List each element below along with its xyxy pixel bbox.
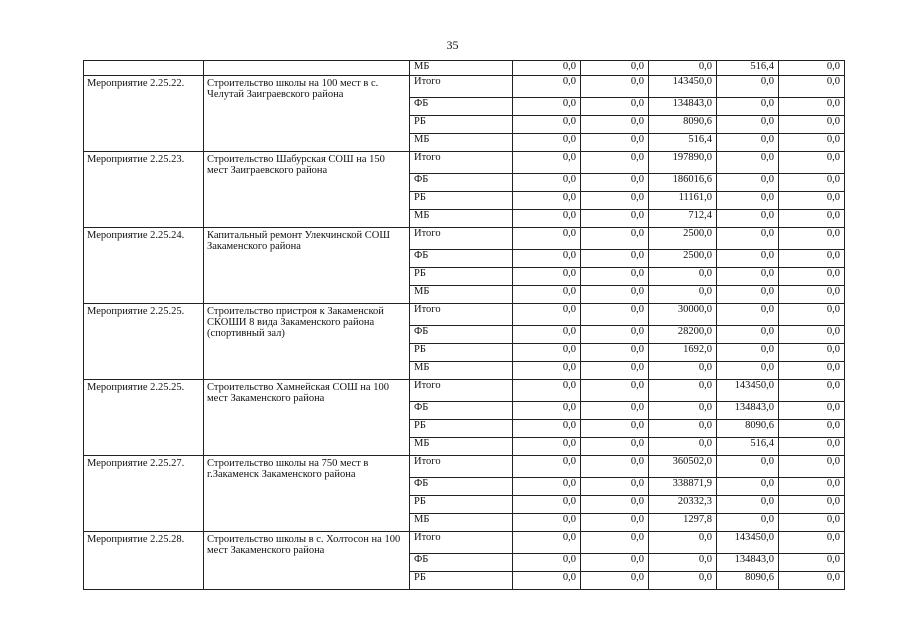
- value-cell: 0,0: [779, 438, 845, 456]
- value-cell: 0,0: [779, 152, 845, 174]
- value-cell: 0,0: [581, 344, 649, 362]
- event-title: Строительство пристроя к Закаменской СКОШИ 8 вида Закаменского района (спортивный зал): [204, 304, 410, 380]
- value-cell: 1692,0: [649, 344, 717, 362]
- value-cell: 516,4: [649, 134, 717, 152]
- value-cell: 0,0: [779, 478, 845, 496]
- value-cell: 0,0: [581, 456, 649, 478]
- value-cell: 0,0: [513, 438, 581, 456]
- value-cell: 134843,0: [649, 98, 717, 116]
- value-cell: 0,0: [513, 478, 581, 496]
- table-row: [84, 228, 845, 250]
- value-cell: 0,0: [717, 362, 779, 380]
- value-cell: 0,0: [581, 116, 649, 134]
- event-title: Строительство Хамнейская СОШ на 100 мест Закаменского района: [204, 380, 410, 456]
- event-code: Мероприятие 2.25.25.: [84, 380, 204, 456]
- value-cell: 20332,3: [649, 496, 717, 514]
- value-cell: 0,0: [581, 438, 649, 456]
- funding-source: МБ: [410, 514, 513, 532]
- value-cell: 0,0: [779, 116, 845, 134]
- value-cell: 8090,6: [717, 420, 779, 438]
- value-cell: 0,0: [581, 134, 649, 152]
- value-cell: 0,0: [581, 478, 649, 496]
- value-cell: 0,0: [581, 286, 649, 304]
- funding-source: МБ: [410, 438, 513, 456]
- budget-table: [83, 60, 845, 590]
- value-cell: 0,0: [717, 192, 779, 210]
- value-cell: 0,0: [717, 228, 779, 250]
- value-cell: 0,0: [581, 228, 649, 250]
- value-cell: 0,0: [513, 532, 581, 554]
- funding-source: Итого: [410, 456, 513, 478]
- value-cell: 0,0: [779, 532, 845, 554]
- value-cell: 134843,0: [717, 554, 779, 572]
- value-cell: 0,0: [649, 554, 717, 572]
- value-cell: 0,0: [649, 380, 717, 402]
- value-cell: 2500,0: [649, 228, 717, 250]
- value-cell: 0,0: [513, 496, 581, 514]
- funding-source: ФБ: [410, 478, 513, 496]
- value-cell: 0,0: [649, 420, 717, 438]
- value-cell: 0,0: [581, 210, 649, 228]
- event-title: Капитальный ремонт Улекчинской СОШ Закаменского района: [204, 228, 410, 304]
- value-cell: 0,0: [779, 76, 845, 98]
- value-cell: 0,0: [717, 134, 779, 152]
- value-cell: 0,0: [717, 210, 779, 228]
- value-cell: 0,0: [779, 98, 845, 116]
- value-cell: 0,0: [649, 286, 717, 304]
- value-cell: 143450,0: [649, 76, 717, 98]
- funding-source: Итого: [410, 380, 513, 402]
- value-cell: 143450,0: [717, 380, 779, 402]
- value-cell: 0,0: [581, 514, 649, 532]
- value-cell: 0,0: [717, 496, 779, 514]
- funding-source: Итого: [410, 76, 513, 98]
- value-cell: 0,0: [581, 532, 649, 554]
- funding-source: РБ: [410, 572, 513, 590]
- value-cell: 0,0: [513, 286, 581, 304]
- value-cell: 0,0: [581, 250, 649, 268]
- value-cell: 0,0: [779, 402, 845, 420]
- value-cell: 0,0: [717, 326, 779, 344]
- value-cell: 0,0: [581, 362, 649, 380]
- value-cell: 0,0: [513, 174, 581, 192]
- value-cell: 0,0: [513, 304, 581, 326]
- value-cell: 0,0: [513, 134, 581, 152]
- value-cell: 0,0: [581, 98, 649, 116]
- value-cell: 0,0: [581, 192, 649, 210]
- value-cell: 0,0: [779, 380, 845, 402]
- table-row: [84, 532, 845, 554]
- value-cell: 0,0: [779, 420, 845, 438]
- funding-source: РБ: [410, 344, 513, 362]
- value-cell: 0,0: [779, 514, 845, 532]
- funding-source: Итого: [410, 532, 513, 554]
- funding-source: МБ: [410, 134, 513, 152]
- value-cell: 0,0: [581, 304, 649, 326]
- value-cell: 0,0: [779, 268, 845, 286]
- funding-source: МБ: [410, 210, 513, 228]
- value-cell: 0,0: [581, 402, 649, 420]
- value-cell: 0,0: [513, 268, 581, 286]
- value-cell: 0,0: [779, 210, 845, 228]
- value-cell: 0,0: [513, 380, 581, 402]
- value-cell: 0,0: [513, 402, 581, 420]
- event-code: Мероприятие 2.25.27.: [84, 456, 204, 532]
- value-cell: 0,0: [717, 456, 779, 478]
- value-cell: 0,0: [779, 192, 845, 210]
- value-cell: 0,0: [779, 326, 845, 344]
- value-cell: 0,0: [779, 496, 845, 514]
- value-cell: 0,0: [717, 152, 779, 174]
- value-cell: 0,0: [649, 268, 717, 286]
- value-cell: 143450,0: [717, 532, 779, 554]
- value-cell: 0,0: [513, 326, 581, 344]
- event-title: Строительство Шабурская СОШ на 150 мест Заиграевского района: [204, 152, 410, 228]
- value-cell: 1297,8: [649, 514, 717, 532]
- value-cell: 30000,0: [649, 304, 717, 326]
- value-cell: 0,0: [779, 572, 845, 590]
- value-cell: 516,4: [717, 438, 779, 456]
- value-cell: 516,4: [717, 61, 779, 76]
- funding-source: РБ: [410, 268, 513, 286]
- event-code: Мероприятие 2.25.25.: [84, 304, 204, 380]
- funding-source: МБ: [410, 61, 513, 76]
- funding-source: Итого: [410, 228, 513, 250]
- event-code: Мероприятие 2.25.22.: [84, 76, 204, 152]
- value-cell: 0,0: [581, 61, 649, 76]
- value-cell: 0,0: [513, 192, 581, 210]
- table-row: [84, 76, 845, 98]
- value-cell: 0,0: [779, 286, 845, 304]
- value-cell: 0,0: [513, 344, 581, 362]
- value-cell: 0,0: [513, 152, 581, 174]
- value-cell: 0,0: [717, 268, 779, 286]
- value-cell: 0,0: [513, 420, 581, 438]
- value-cell: 0,0: [581, 380, 649, 402]
- value-cell: 0,0: [513, 228, 581, 250]
- value-cell: 0,0: [779, 228, 845, 250]
- value-cell: 28200,0: [649, 326, 717, 344]
- value-cell: 0,0: [779, 362, 845, 380]
- value-cell: 0,0: [513, 250, 581, 268]
- value-cell: 0,0: [717, 304, 779, 326]
- funding-source: ФБ: [410, 98, 513, 116]
- empty-cell: [204, 61, 410, 76]
- event-title: Строительство школы в с. Холтосон на 100 мест Закаменского района: [204, 532, 410, 590]
- funding-source: ФБ: [410, 250, 513, 268]
- event-title: Строительство школы на 100 мест в с. Челутай Заиграевского района: [204, 76, 410, 152]
- table-body: [84, 61, 845, 590]
- funding-source: РБ: [410, 116, 513, 134]
- value-cell: 0,0: [513, 116, 581, 134]
- value-cell: 0,0: [717, 286, 779, 304]
- funding-source: ФБ: [410, 174, 513, 192]
- value-cell: 0,0: [717, 76, 779, 98]
- funding-source: Итого: [410, 152, 513, 174]
- value-cell: 134843,0: [717, 402, 779, 420]
- value-cell: 0,0: [649, 61, 717, 76]
- value-cell: 0,0: [717, 98, 779, 116]
- funding-source: ФБ: [410, 402, 513, 420]
- event-code: Мероприятие 2.25.23.: [84, 152, 204, 228]
- value-cell: 0,0: [513, 98, 581, 116]
- value-cell: 0,0: [649, 572, 717, 590]
- table-row: [84, 61, 845, 76]
- value-cell: 0,0: [513, 456, 581, 478]
- event-code: Мероприятие 2.25.28.: [84, 532, 204, 590]
- funding-source: ФБ: [410, 554, 513, 572]
- value-cell: 0,0: [581, 152, 649, 174]
- value-cell: 0,0: [513, 210, 581, 228]
- value-cell: 0,0: [717, 174, 779, 192]
- value-cell: 0,0: [779, 456, 845, 478]
- value-cell: 0,0: [513, 554, 581, 572]
- funding-source: РБ: [410, 420, 513, 438]
- value-cell: 0,0: [779, 304, 845, 326]
- value-cell: 0,0: [513, 61, 581, 76]
- value-cell: 186016,6: [649, 174, 717, 192]
- value-cell: 0,0: [581, 554, 649, 572]
- value-cell: 0,0: [779, 554, 845, 572]
- value-cell: 0,0: [779, 344, 845, 362]
- value-cell: 0,0: [779, 61, 845, 76]
- value-cell: 0,0: [581, 496, 649, 514]
- value-cell: 0,0: [513, 362, 581, 380]
- value-cell: 197890,0: [649, 152, 717, 174]
- value-cell: 0,0: [581, 76, 649, 98]
- table-row: [84, 380, 845, 402]
- value-cell: 0,0: [513, 514, 581, 532]
- value-cell: 0,0: [581, 174, 649, 192]
- value-cell: 338871,9: [649, 478, 717, 496]
- value-cell: 2500,0: [649, 250, 717, 268]
- value-cell: 8090,6: [649, 116, 717, 134]
- value-cell: 0,0: [513, 572, 581, 590]
- value-cell: 712,4: [649, 210, 717, 228]
- table-row: [84, 152, 845, 174]
- event-code: Мероприятие 2.25.24.: [84, 228, 204, 304]
- funding-source: РБ: [410, 496, 513, 514]
- value-cell: 8090,6: [717, 572, 779, 590]
- value-cell: 0,0: [717, 478, 779, 496]
- value-cell: 0,0: [779, 174, 845, 192]
- value-cell: 360502,0: [649, 456, 717, 478]
- table-row: [84, 456, 845, 478]
- event-title: Строительство школы на 750 мест в г.Закаменск Закаменского района: [204, 456, 410, 532]
- value-cell: 0,0: [581, 326, 649, 344]
- value-cell: 0,0: [779, 250, 845, 268]
- value-cell: 0,0: [717, 344, 779, 362]
- value-cell: 0,0: [649, 532, 717, 554]
- value-cell: 0,0: [717, 514, 779, 532]
- funding-source: МБ: [410, 362, 513, 380]
- table-row: [84, 304, 845, 326]
- value-cell: 0,0: [717, 250, 779, 268]
- value-cell: 0,0: [717, 116, 779, 134]
- value-cell: 0,0: [513, 76, 581, 98]
- funding-source: Итого: [410, 304, 513, 326]
- funding-source: ФБ: [410, 326, 513, 344]
- value-cell: 0,0: [581, 420, 649, 438]
- empty-cell: [84, 61, 204, 76]
- value-cell: 0,0: [581, 572, 649, 590]
- funding-source: РБ: [410, 192, 513, 210]
- funding-source: МБ: [410, 286, 513, 304]
- value-cell: 0,0: [581, 268, 649, 286]
- page-number: 35: [446, 38, 459, 52]
- value-cell: 0,0: [649, 362, 717, 380]
- value-cell: 0,0: [779, 134, 845, 152]
- value-cell: 0,0: [649, 438, 717, 456]
- value-cell: 0,0: [649, 402, 717, 420]
- value-cell: 11161,0: [649, 192, 717, 210]
